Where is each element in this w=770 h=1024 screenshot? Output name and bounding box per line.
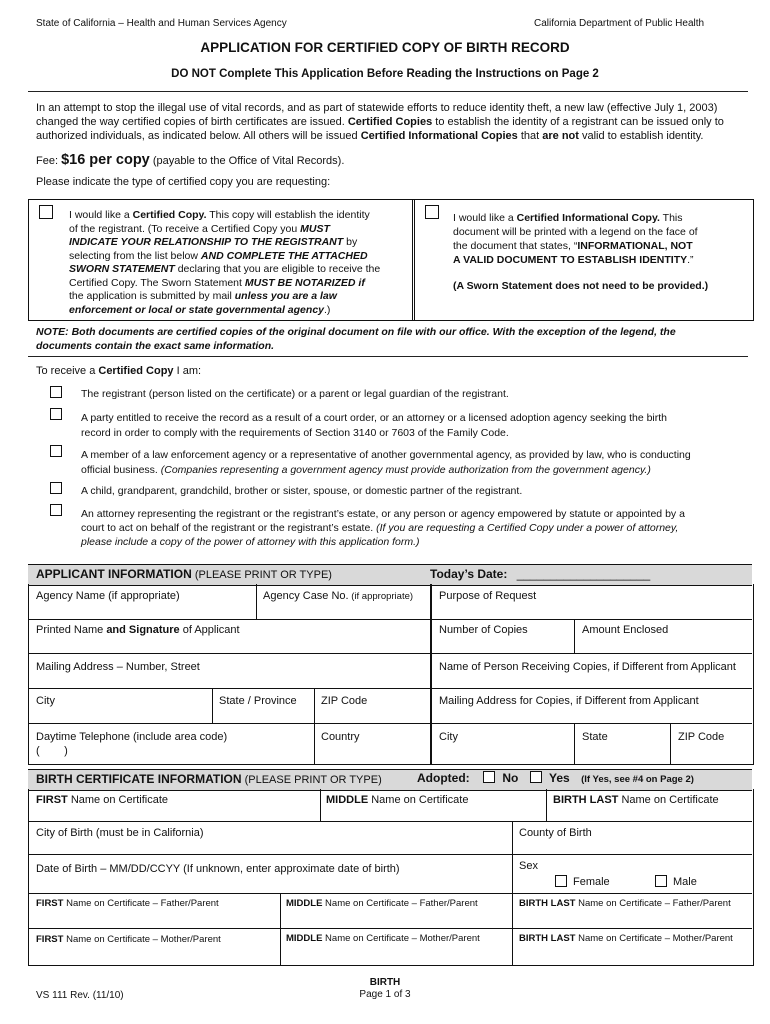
footer-birth: BIRTH [369,977,401,988]
certified-copy-checkbox[interactable] [39,205,53,219]
copies-zip-field[interactable]: ZIP Code [678,731,725,743]
mailing-address-field[interactable]: Mailing Address – Number, Street [36,661,200,673]
printed-name-field[interactable]: Printed Name and Signature of Applicant [36,624,240,636]
amount-enclosed-field[interactable]: Amount Enclosed [582,624,669,636]
receiving-person-field[interactable]: Name of Person Receiving Copies, if Different from Applicant [439,661,736,673]
grid-line [280,893,281,965]
copies-state-field[interactable]: State [582,731,608,743]
city-of-birth-field[interactable]: City of Birth (must be in California) [36,827,204,839]
note-paragraph: NOTE: Both documents are certified copies of the original document on file with our office. With the exception of the legend, the documents contain the exact same information. [36,326,676,352]
first-name-field[interactable]: FIRST Name on Certificate [36,794,169,806]
sex-female-checkbox[interactable] [555,875,567,887]
grid-line [546,789,547,821]
intro-line-2: changed the way certified copies of birth certificates are issued. Certified Copies to establish the identity of a registrant can be issued only to [36,116,724,128]
number-of-copies-field[interactable]: Number of Copies [439,624,528,636]
mother-middle-name-field[interactable]: MIDDLE Name on Certificate – Mother/Parent [286,933,480,944]
birth-heading: BIRTH CERTIFICATE INFORMATION (PLEASE PRINT OR TYPE) [36,772,382,786]
grid-line [670,723,671,764]
applicant-heading: APPLICANT INFORMATION (PLEASE PRINT OR TYPE) [36,567,332,581]
father-last-name-field[interactable]: BIRTH LAST Name on Certificate – Father/Parent [519,898,731,909]
sex-label: Sex [519,860,538,872]
intro-line-1: In an attempt to stop the illegal use of vital records, and as part of statewide efforts to reduce identity theft, a new law (effective July 1, 2003) [36,102,718,114]
grid-line [574,723,575,764]
grid-line [28,688,752,689]
informational-copy-checkbox[interactable] [425,205,439,219]
informational-copy-text: I would like a Certified Informational Copy. This document will be printed with a legend on the face of the document that states, “INFORMATIONAL, NOT A VALID DOCUMENT TO ESTABLISH IDENTITY.” (A Sworn Statement does not need to be provided.) [453,212,709,292]
fee-line: Fee: $16 per copy (payable to the Office of Vital Records). [36,152,345,168]
page-number: Page 1 of 3 [359,989,411,1000]
intro-paragraph [36,101,751,143]
city-field[interactable]: City [36,695,55,707]
last-name-field[interactable]: BIRTH LAST Name on Certificate [553,794,719,806]
indicate-label: Please indicate the type of certified copy you are requesting: [36,176,331,188]
state-province-field[interactable]: State / Province [219,695,297,707]
form-number: VS 111 Rev. (11/10) [36,990,124,1001]
fee-amount: $16 per copy [61,152,150,168]
copies-city-field[interactable]: City [439,731,458,743]
grid-line [256,584,257,619]
purpose-field[interactable]: Purpose of Request [439,590,537,602]
zip-code-field[interactable]: ZIP Code [321,695,368,707]
agency-name-field[interactable]: Agency Name (if appropriate) [36,590,180,602]
option-family-text: A child, grandparent, grandchild, brother or sister, spouse, or domestic partner of the registrant. [81,485,523,497]
mother-last-name-field[interactable]: BIRTH LAST Name on Certificate – Mother/Parent [519,933,733,944]
header-agency: State of California – Health and Human Services Agency [36,18,287,29]
father-middle-name-field[interactable]: MIDDLE Name on Certificate – Father/Parent [286,898,478,909]
grid-line [512,821,513,893]
grid-line [430,584,432,764]
country-field[interactable]: Country [321,731,360,743]
mother-first-name-field[interactable]: FIRST Name on Certificate – Mother/Parent [36,934,221,945]
divider [28,91,748,92]
mailing-copies-field[interactable]: Mailing Address for Copies, if Different from Applicant [439,695,699,707]
option-law-enforcement-text: A member of a law enforcement agency or a representative of another governmental agency, as provided by law, who is conducting official business. (Companies representing a government agency must provide authorization from the government agency.) [81,449,691,476]
header-department: California Department of Public Health [534,18,705,29]
option-court-order-checkbox[interactable] [50,408,62,420]
intro-line-3: authorized individuals, as indicated below. All others will be issued Certified Informational Copies that are not valid to establish identity. [36,130,704,142]
option-court-order-text: A party entitled to receive the record as a result of a court order, or an attorney or a licensed adoption agency seeking the birth record in order to comply with the requirements of Section 3140 or 7603 of the Family Code. [81,412,668,439]
divider [28,356,748,357]
grid-line [314,688,315,764]
grid-line [28,653,752,654]
grid-line [28,723,752,724]
form-title: APPLICATION FOR CERTIFIED COPY OF BIRTH RECORD [200,40,570,55]
option-registrant-text: The registrant (person listed on the certificate) or a parent or legal guardian of the registrant. [81,388,509,400]
county-of-birth-field[interactable]: County of Birth [519,827,592,839]
middle-name-field[interactable]: MIDDLE Name on Certificate [326,794,469,806]
option-family-checkbox[interactable] [50,482,62,494]
telephone-field[interactable]: Daytime Telephone (include area code) ( ) [36,731,228,757]
sex-male-label: Male [673,876,697,888]
father-first-name-field[interactable]: FIRST Name on Certificate – Father/Parent [36,898,219,909]
sex-female-label: Female [573,876,610,888]
grid-line [320,789,321,821]
grid-line [512,893,513,965]
grid-line [28,893,752,894]
grid-line [28,854,752,855]
form-subtitle: DO NOT Complete This Application Before Reading the Instructions on Page 2 [171,68,599,80]
receive-label: To receive a Certified Copy I am: [36,365,202,377]
certified-copy-text: I would like a Certified Copy. This copy will establish the identity of the registrant. (To receive a Certified Copy you MUST INDICATE YOUR RELATIONSHIP TO THE REGISTRANT by selecting from the list below AND COMPLETE THE ATTACHED SWORN STATEMENT declaring that you are eligible to receive the Certified Copy. The Sworn Statement MUST BE NOTARIZED if the application is submitted by mail unless you are a law enforcement or local or state governmental agency.) [69,209,381,316]
adopted-group: Adopted: No Yes (If Yes, see #4 on Page 2) [417,771,694,785]
todays-date: Today’s Date: ____________________ [430,567,651,581]
adopted-yes-checkbox[interactable] [530,771,542,783]
grid-line [28,928,752,929]
grid-line [28,821,752,822]
adopted-no-checkbox[interactable] [483,771,495,783]
grid-line [28,619,752,620]
option-attorney-checkbox[interactable] [50,504,62,516]
option-registrant-checkbox[interactable] [50,386,62,398]
option-attorney-text: An attorney representing the registrant or the registrant’s estate, or any person or agency empowered by statute or appointed by a court to act on behalf of the registrant or the registrant’s estate. (If you are requesting a Certified Copy under a power of attorney, please include a copy of the power of attorney with this application form.) [81,508,685,548]
date-of-birth-field[interactable]: Date of Birth – MM/DD/CCYY (If unknown, enter approximate date of birth) [36,863,400,875]
grid-line [574,619,575,653]
grid-line [212,688,213,723]
agency-case-field[interactable]: Agency Case No. (if appropriate) [263,590,414,602]
sex-male-checkbox[interactable] [655,875,667,887]
option-law-enforcement-checkbox[interactable] [50,445,62,457]
